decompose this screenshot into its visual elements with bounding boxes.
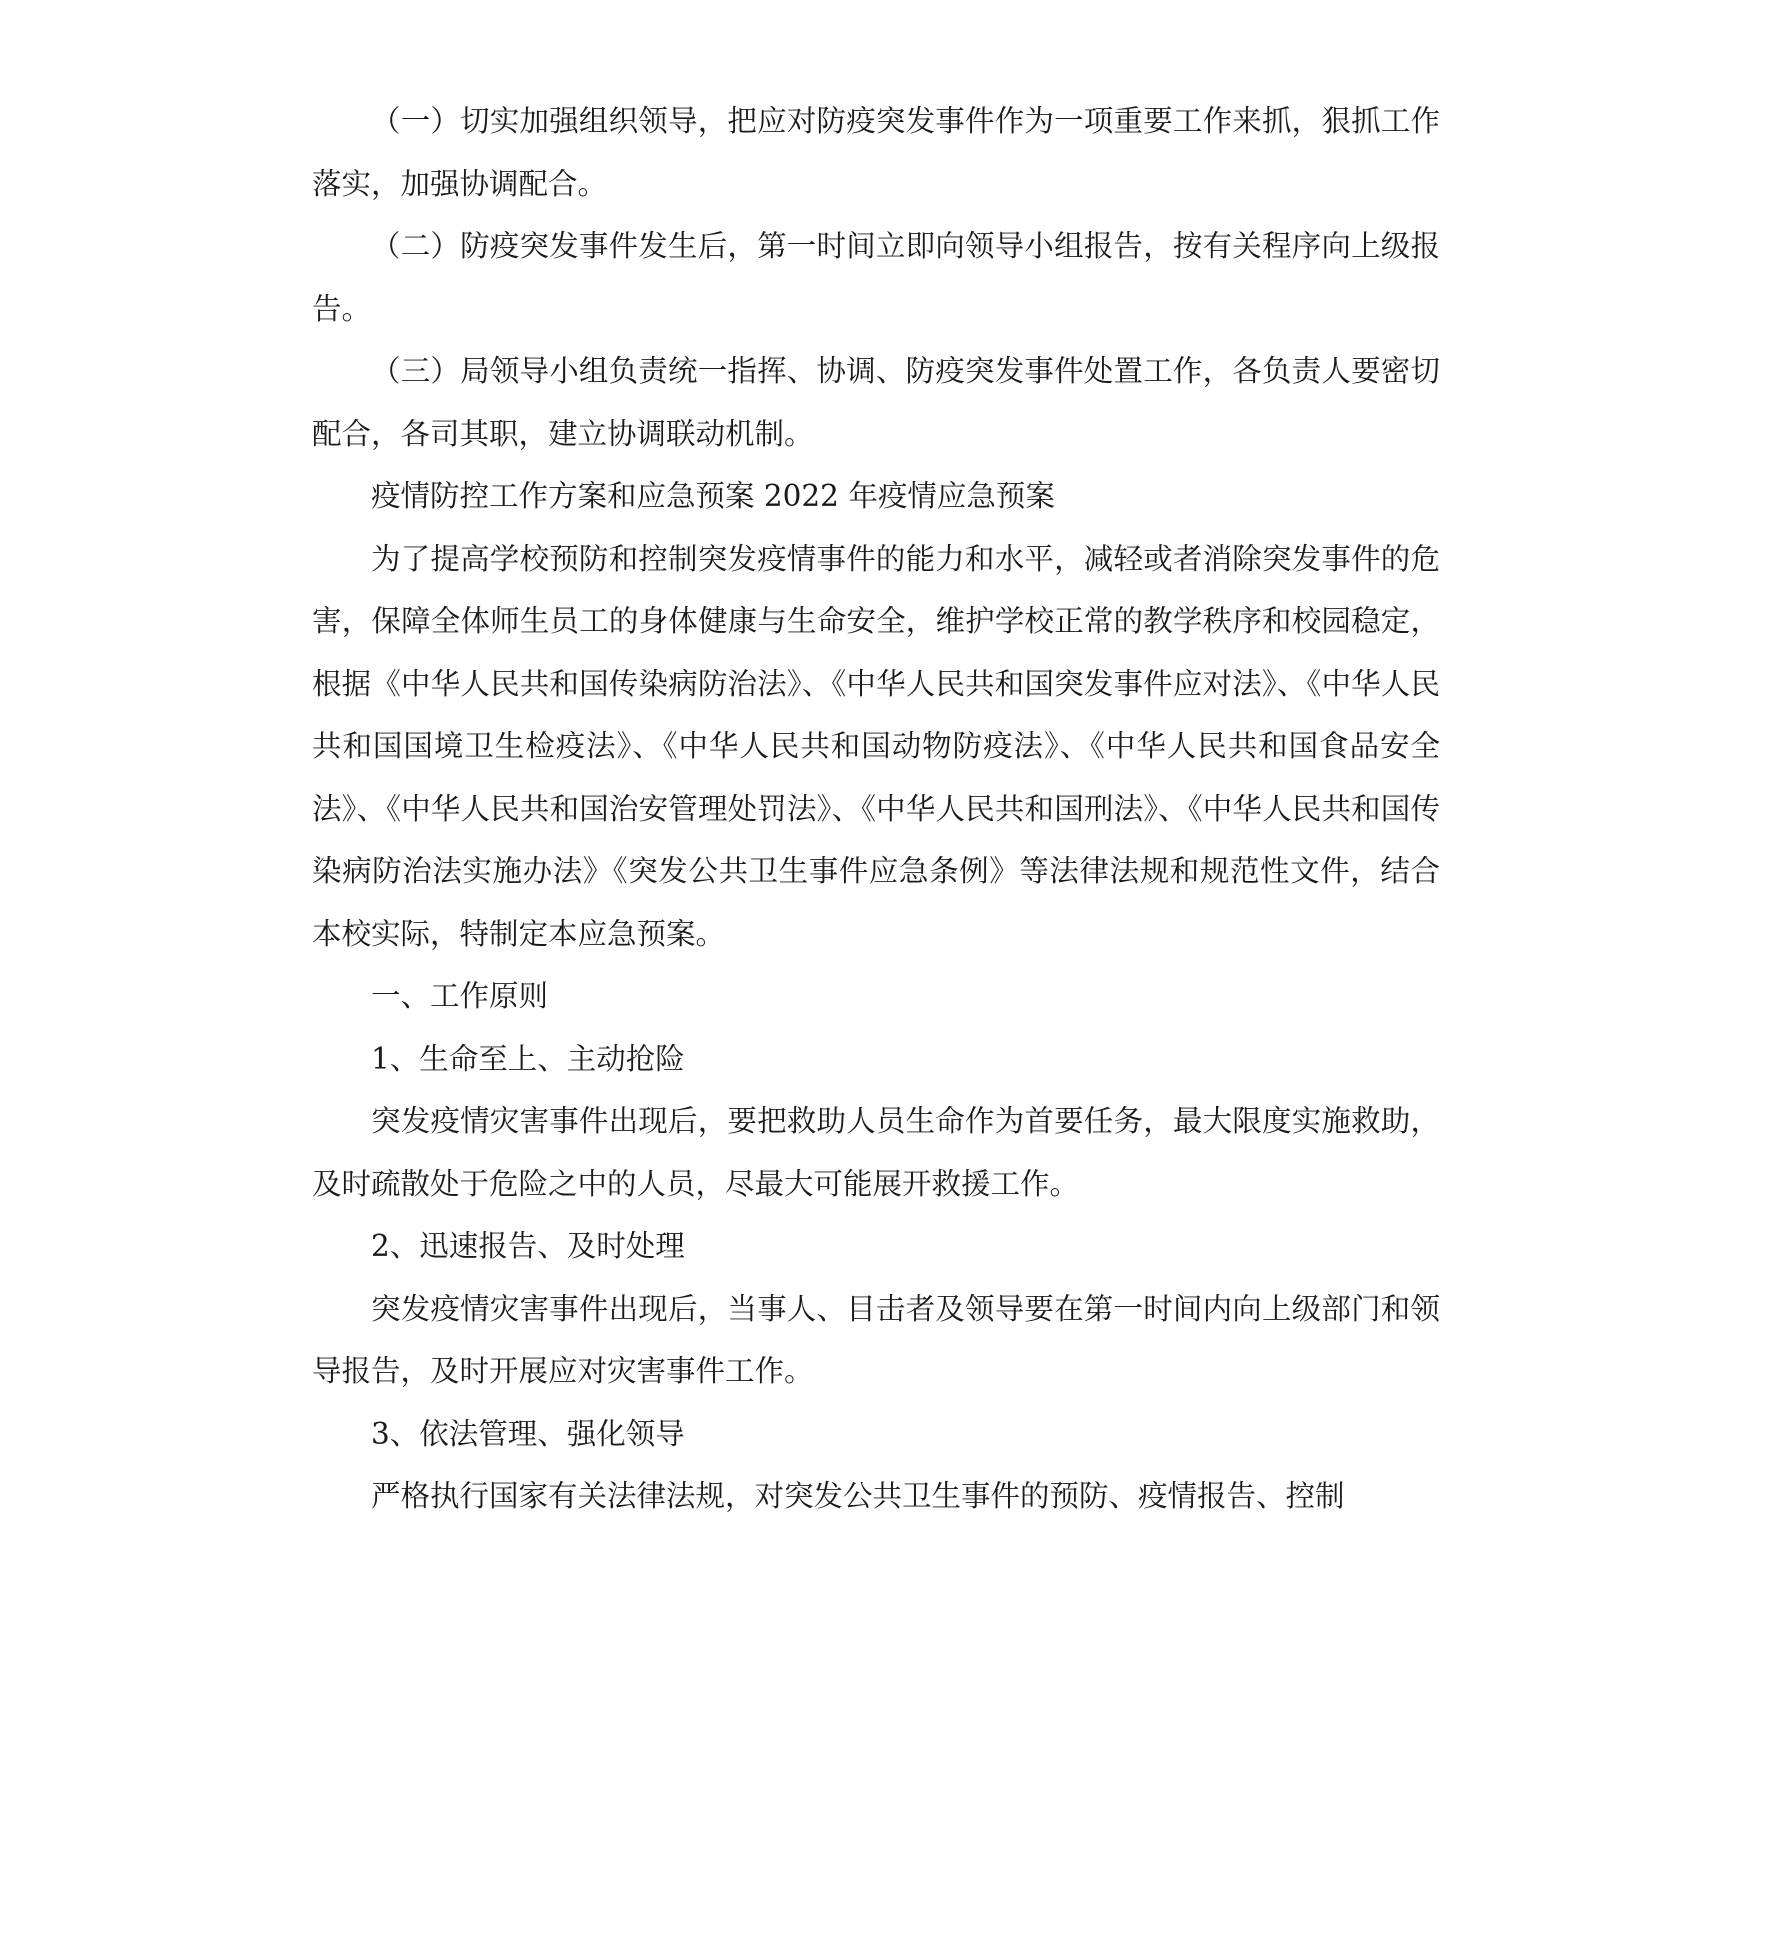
principle-text-1: 突发疫情灾害事件出现后，要把救助人员生命作为首要任务，最大限度实施救助，及时疏散处于危险之中的人员，尽最大可能展开救援工作。 [312, 1104, 1440, 1201]
principle-heading-3: 3、依法管理、强化领导 [371, 1416, 685, 1451]
paragraph-unified-command: （三）局领导小组负责统一指挥、协调、防疫突发事件处置工作，各负责人要密切配合，各司其职，建立协调联动机制。 [312, 354, 1440, 451]
principle-heading-1: 1、生命至上、主动抢险 [371, 1041, 685, 1076]
paragraph-purpose-and-basis: 为了提高学校预防和控制突发疫情事件的能力和水平，减轻或者消除突发事件的危害，保障全体师生员工的身体健康与生命安全，维护学校正常的教学秩序和校园稳定，根据《中华人民共和国传染病防治法》、《中华人民共和国突发事件应对法》、《中华人民共和国国境卫生检疫法》、《中华人民共和国动物防疫法》、《中华人民共和国食品安全法》、《中华人民共和国治安管理处罚法》、《中华人民共和国刑法》、《中华人民共和国传染病防治法实施办法》《突发公共卫生事件应急条例》等法律法规和规范性文件，结合本校实际，特制定本应急预案。 [312, 541, 1440, 951]
principle-heading-2: 2、迅速报告、及时处理 [371, 1229, 685, 1263]
paragraph-org-leadership: （一）切实加强组织领导，把应对防疫突发事件作为一项重要工作来抓，狠抓工作落实，加强协调配合。 [312, 104, 1440, 201]
document-body [312, 90, 1440, 1528]
paragraph-report-procedure: （二）防疫突发事件发生后，第一时间立即向领导小组报告，按有关程序向上级报告。 [312, 229, 1440, 326]
section-heading-work-principles: 一、工作原则 [371, 979, 549, 1013]
section-heading-plan-title: 疫情防控工作方案和应急预案 2022 年疫情应急预案 [371, 479, 1055, 513]
principle-text-2: 突发疫情灾害事件出现后，当事人、目击者及领导要在第一时间内向上级部门和领导报告，及时开展应对灾害事件工作。 [312, 1291, 1440, 1388]
principle-text-3: 严格执行国家有关法律法规，对突发公共卫生事件的预防、疫情报告、控制 [371, 1479, 1345, 1513]
